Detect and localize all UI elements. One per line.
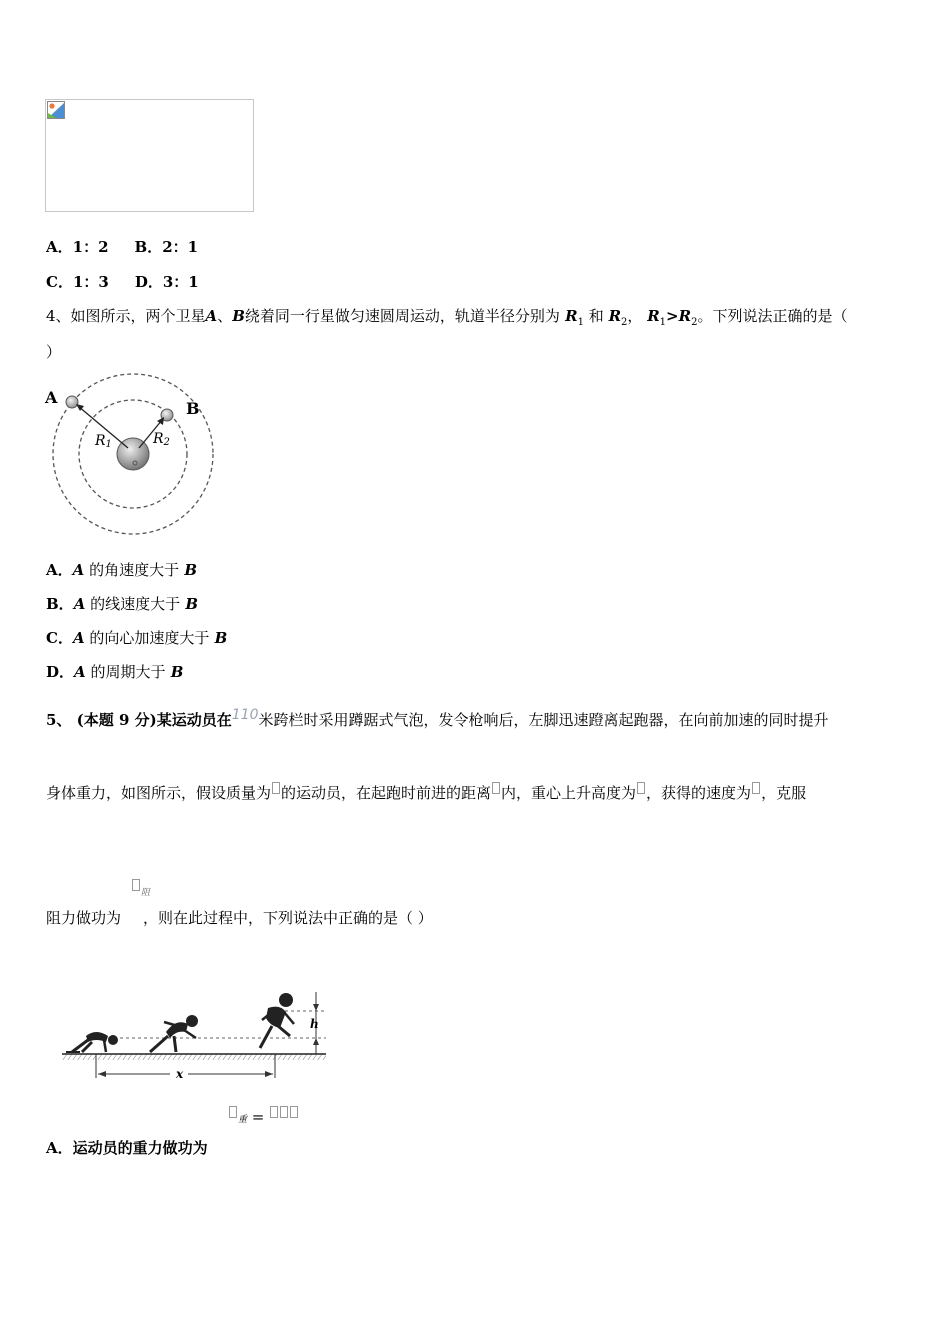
q4-var-b: B — [232, 307, 245, 325]
q4-option-a-subject: A — [72, 561, 85, 579]
q5-l2-a: 身体重力，如图所示，假设质量为 — [46, 784, 272, 802]
q4-option-c — [46, 627, 227, 648]
label-b: B — [186, 399, 200, 418]
missing-glyph-box — [280, 1106, 288, 1118]
q4-option-b-letter: B． — [46, 595, 74, 613]
q3-option-a: A．1：2 — [46, 238, 109, 256]
q5-l2-c: 内，重心上升高度为 — [501, 784, 637, 802]
q4-option-b-text: 的线速度大于 — [90, 595, 181, 613]
q4-orbit-figure — [40, 368, 230, 540]
runner-start — [150, 1015, 198, 1052]
label-r2 — [152, 431, 170, 448]
satellite-a — [66, 396, 78, 408]
q5-option-a — [46, 1137, 208, 1158]
q4-option-b — [46, 593, 198, 614]
missing-glyph-box — [272, 782, 280, 794]
q4-r2-sub: 2 — [621, 317, 628, 328]
q5-work-symbol — [131, 879, 150, 899]
q4-cmp-r2-letter: R — [678, 307, 692, 325]
q5-work-subscript: 阻 — [141, 888, 151, 898]
label-h: h — [310, 1017, 319, 1031]
q5-l2-d: ，获得的速度为 — [646, 784, 752, 802]
q4-stem-text-3: 。下列说法正确的是（ — [697, 307, 848, 325]
h-arrow-top — [313, 1004, 319, 1011]
q4-option-a-letter: A． — [46, 561, 73, 579]
q5-gravity-work-formula — [228, 1106, 299, 1126]
missing-glyph-box — [290, 1106, 298, 1118]
label-x: x — [176, 1067, 184, 1080]
q4-option-a-object: B — [184, 561, 197, 579]
q4-comma: ， — [627, 307, 643, 325]
q4-stem-text-2: 绕着同一行星做匀速圆周运动，轨道半径分别为 — [244, 307, 560, 325]
q3-option-b: B．2：1 — [134, 238, 199, 256]
q3-options-row-1 — [46, 236, 198, 257]
label-a: A — [45, 388, 58, 407]
q4-option-d — [46, 661, 183, 682]
q4-option-c-object: B — [214, 629, 228, 647]
label-r2-sub: 2 — [163, 437, 170, 448]
q4-option-d-letter: D． — [46, 663, 75, 681]
missing-glyph-box — [637, 782, 645, 794]
missing-glyph-box — [229, 1106, 237, 1118]
q4-option-c-letter: C． — [46, 629, 73, 647]
q4-option-a-text: 的角速度大于 — [89, 561, 180, 579]
q5-l3-a: 阻力做功为 — [46, 909, 122, 927]
q4-option-d-subject: A — [74, 663, 86, 681]
q5-l2-b: 的运动员，在起跑时前进的距离 — [281, 784, 492, 802]
missing-glyph-box — [752, 782, 760, 794]
q5-l2-e: ，克服 — [761, 784, 807, 802]
q4-r1-sub: 1 — [577, 317, 584, 328]
q4-var-a: A — [205, 307, 218, 325]
label-r2-letter: R — [153, 431, 164, 447]
q5-stem-line-2 — [46, 782, 806, 803]
q4-cmp-r1-sub: 1 — [659, 317, 667, 328]
q4-sep: 、 — [217, 307, 233, 325]
q4-stem — [46, 305, 847, 328]
q4-option-d-text: 的周期大于 — [90, 663, 166, 681]
label-r1-letter: R — [95, 433, 106, 449]
q3-option-d: D．3：1 — [134, 273, 199, 291]
q4-option-b-object: B — [185, 595, 199, 613]
q4-gt: > — [666, 307, 679, 325]
q3-option-c: C．1：3 — [46, 273, 109, 291]
q5-option-a-text: A．运动员的重力做功为 — [46, 1139, 208, 1157]
q5-l3-b: ，则在此过程中，下列说法中正确的是（ ） — [143, 909, 433, 927]
missing-glyph-box — [132, 879, 140, 891]
q3-options-row-2 — [46, 271, 199, 292]
q4-option-d-object: B — [170, 663, 184, 681]
label-r1 — [94, 433, 112, 450]
q4-and: 和 — [588, 307, 604, 325]
x-arrow-left — [98, 1071, 106, 1077]
runner-crouch — [66, 1032, 118, 1052]
q4-option-c-text: 的向心加速度大于 — [89, 629, 210, 647]
q5-stem-line-3 — [46, 907, 433, 928]
q4-r2-letter: R — [608, 307, 622, 325]
q5-stem-line-1 — [46, 707, 829, 730]
q5-faint-number: 110 — [231, 707, 259, 723]
missing-glyph-box — [270, 1106, 278, 1118]
q4-r1-letter: R — [565, 307, 578, 325]
q4-stem-text-1: 4、如图所示，两个卫星 — [46, 307, 206, 325]
q5-line-1-rest: 米跨栏时采用蹲踞式气泡，发令枪响后，左脚迅速蹬离起跑器，在向前加速的同时提升 — [258, 711, 829, 729]
q4-option-b-subject: A — [73, 595, 86, 613]
runner-accelerating — [260, 993, 294, 1048]
q5-runner-figure — [58, 988, 333, 1080]
q4-option-c-subject: A — [72, 629, 85, 647]
q4-cmp-r1-letter: R — [647, 307, 660, 325]
ground-hatching — [62, 1054, 326, 1060]
q4-stem-close: ） — [46, 343, 62, 361]
q4-cmp-r2-sub: 2 — [691, 317, 698, 328]
q5-formula-subscript: 重 — [238, 1115, 248, 1125]
q5-formula-equals: = — [251, 1108, 265, 1126]
h-arrow-bottom — [313, 1038, 319, 1045]
broken-image-placeholder — [45, 99, 254, 212]
broken-image-icon — [47, 101, 65, 119]
q4-option-a — [46, 559, 197, 580]
q5-prefix: 5、 (本题 9 分)某运动员在 — [46, 711, 232, 729]
missing-glyph-box — [492, 782, 500, 794]
x-arrow-right — [265, 1071, 273, 1077]
label-r1-sub: 1 — [105, 439, 112, 450]
